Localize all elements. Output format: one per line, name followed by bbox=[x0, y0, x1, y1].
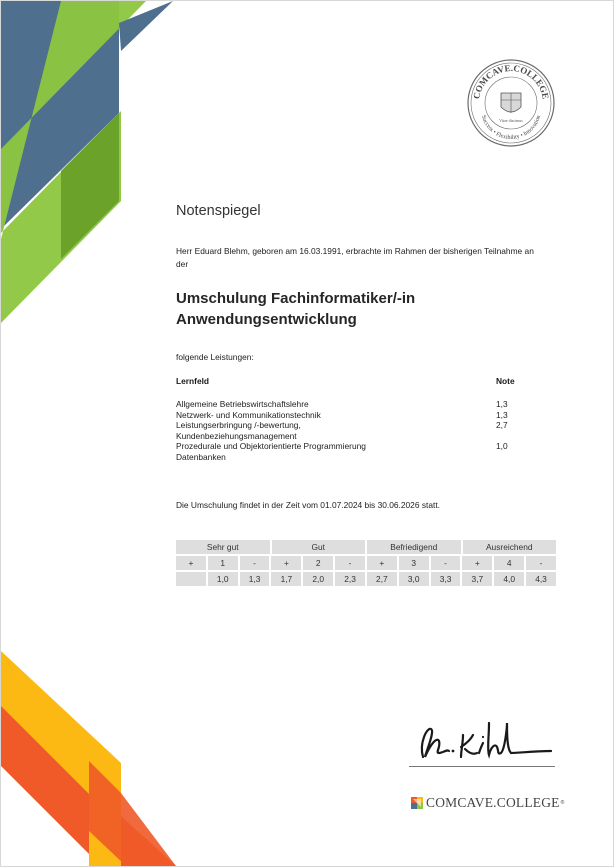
grade-value: 3,3 bbox=[431, 572, 461, 586]
seal-bottom-text: Success • Flexibility • Innovation bbox=[479, 114, 543, 142]
subject-row bbox=[176, 410, 516, 421]
subject-row bbox=[176, 431, 516, 442]
grade-scale-category-row bbox=[176, 540, 556, 554]
grade-mark: 1 bbox=[208, 556, 238, 570]
grade-value: 2,7 bbox=[367, 572, 397, 586]
logo-mark-icon bbox=[411, 797, 423, 809]
seal-inner-text: Vitae discimus bbox=[499, 118, 523, 123]
grade-value: 2,0 bbox=[303, 572, 333, 586]
grade-value: 4,0 bbox=[494, 572, 524, 586]
grade-value: 3,7 bbox=[462, 572, 492, 586]
page-title: Notenspiegel bbox=[176, 203, 261, 219]
subject-name: Prozedurale und Objektorientierte Programmierung bbox=[176, 441, 366, 451]
signature-line bbox=[409, 766, 555, 767]
subject-name: Netzwerk- und Kommunikationstechnik bbox=[176, 409, 321, 420]
college-logo bbox=[411, 795, 564, 811]
grade-mark: + bbox=[367, 556, 397, 570]
grade-scale-mark-row bbox=[176, 556, 556, 570]
grade-value: 2,3 bbox=[335, 572, 365, 586]
subject-grade: 1,3 bbox=[496, 409, 508, 420]
course-title: Umschulung Fachinformatiker/-in Anwendungsentwicklung bbox=[176, 290, 416, 328]
subject-name: Leistungserbringung /-bewertung, bbox=[176, 420, 301, 430]
grade-mark: 3 bbox=[399, 556, 429, 570]
grade-category: Ausreichend bbox=[463, 540, 557, 554]
grade-category: Sehr gut bbox=[176, 540, 270, 554]
subject-name: Allgemeine Betriebswirtschaftslehre bbox=[176, 399, 309, 409]
intro-text: Herr Eduard Blehm, geboren am 16.03.1991, erbrachte im Rahmen der bisherigen Teilnahme an der bbox=[176, 246, 534, 269]
period-text: Die Umschulung findet in der Zeit vom 01.07.2024 bis 30.06.2026 statt. bbox=[176, 500, 440, 510]
grade-mark: + bbox=[271, 556, 301, 570]
logo-text: COMCAVE.COLLEGE bbox=[426, 795, 560, 810]
header-grade: Note bbox=[496, 376, 515, 386]
logo-registered-mark: ® bbox=[560, 800, 565, 806]
lead-text: folgende Leistungen: bbox=[176, 352, 254, 362]
grade-mark: + bbox=[462, 556, 492, 570]
grade-category: Gut bbox=[272, 540, 366, 554]
header-subject: Lernfeld bbox=[176, 376, 210, 386]
grade-value: 3,0 bbox=[399, 572, 429, 586]
subject-grade: 1,3 bbox=[496, 399, 508, 409]
subject-row bbox=[176, 399, 516, 410]
subject-row bbox=[176, 420, 516, 431]
grade-value: 1,3 bbox=[240, 572, 270, 586]
signature bbox=[409, 713, 557, 767]
subject-name: Kundenbeziehungsmanagement bbox=[176, 430, 297, 441]
college-seal bbox=[467, 59, 555, 147]
grade-value: 1,0 bbox=[208, 572, 238, 586]
grade-scale-value-row bbox=[176, 572, 556, 586]
grade-value: 4,3 bbox=[526, 572, 556, 586]
grade-mark: - bbox=[431, 556, 461, 570]
grade-mark: - bbox=[240, 556, 270, 570]
seal-top-text: COMCAVE.COLLEGE bbox=[471, 62, 551, 100]
grade-category: Befriedigend bbox=[367, 540, 461, 554]
grade-mark: + bbox=[176, 556, 206, 570]
grade-mark: - bbox=[335, 556, 365, 570]
subject-row bbox=[176, 441, 516, 452]
grade-value: 1,7 bbox=[271, 572, 301, 586]
subject-row bbox=[176, 452, 516, 463]
grade-value bbox=[176, 572, 206, 586]
subject-grade: 1,0 bbox=[496, 441, 508, 451]
grade-scale-table bbox=[176, 540, 556, 588]
grade-mark: 2 bbox=[303, 556, 333, 570]
grade-mark: 4 bbox=[494, 556, 524, 570]
subject-name: Datenbanken bbox=[176, 451, 226, 462]
subject-grade: 2,7 bbox=[496, 420, 508, 430]
grade-mark: - bbox=[526, 556, 556, 570]
subject-list bbox=[176, 399, 516, 462]
